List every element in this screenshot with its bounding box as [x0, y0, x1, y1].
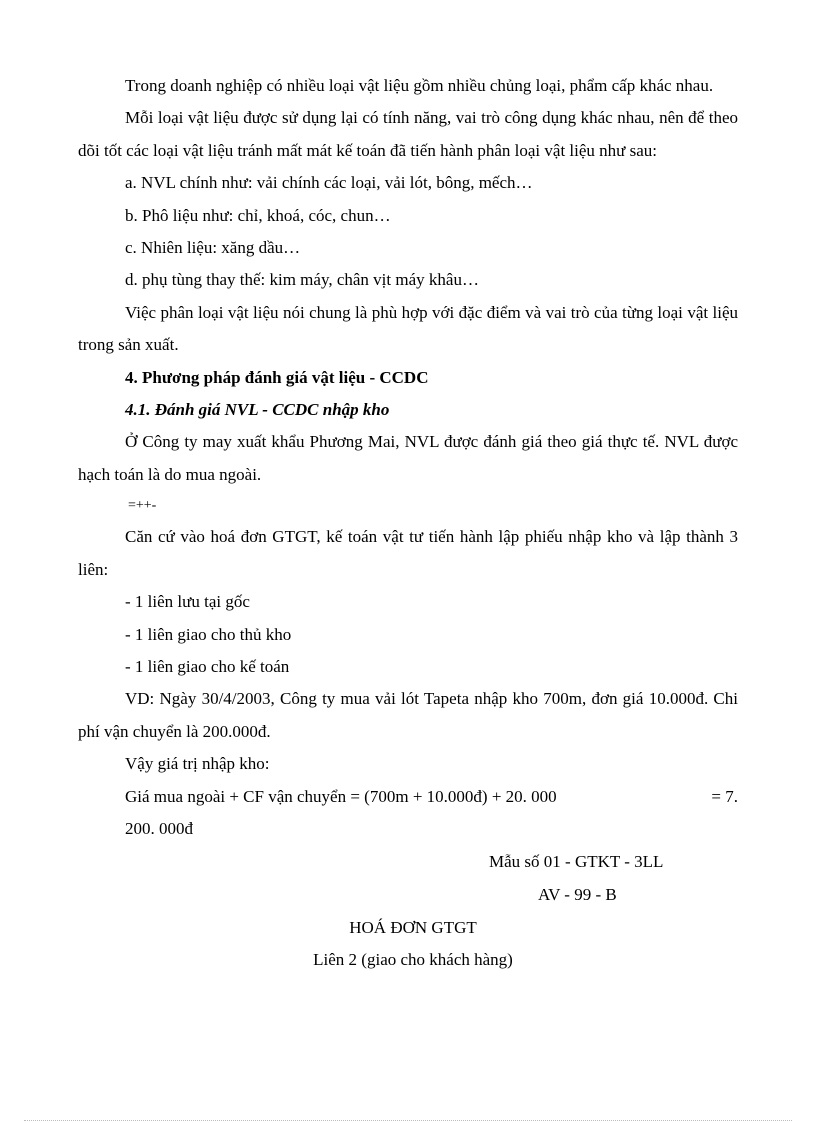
paragraph-summary: Việc phân loại vật liệu nói chung là phù hợp với đặc điểm và vai trò của từng loại vật liệu trong sản xuất.	[78, 302, 738, 355]
list-item-lien-1: - 1 liên lưu tại gốc	[125, 592, 250, 612]
list-item-d: d. phụ tùng thay thế: kim máy, chân vịt máy khâu…	[125, 270, 479, 290]
invoice-title: HOÁ ĐƠN GTGT	[349, 917, 477, 937]
paragraph-invoice-basis: Căn cứ vào hoá đơn GTGT, kế toán vật tư tiến hành lập phiếu nhập kho và lập thành 3 liên:	[78, 527, 738, 579]
formula-left: Giá mua ngoài + CF vận chuyển = (700m + 10.000đ) + 20. 000	[125, 786, 557, 806]
paragraph-example: VD: Ngày 30/4/2003, Công ty mua vải lót Tapeta nhập kho 700m, đơn giá 10.000đ. Chi phí vận chuyển là 200.000đ.	[78, 689, 738, 741]
section-heading-4-1: 4.1. Đánh giá NVL - CCDC nhập kho	[125, 400, 390, 420]
list-item-lien-2: - 1 liên giao cho thủ kho	[125, 624, 292, 644]
list-item-c: c. Nhiên liệu: xăng dầu…	[125, 238, 301, 258]
form-series: AV - 99 - B	[538, 885, 617, 905]
paragraph-value-label: Vậy giá trị nhập kho:	[125, 754, 270, 774]
page-bottom-divider	[24, 1120, 792, 1121]
section-heading-4: 4. Phương pháp đánh giá vật liệu - CCDC	[125, 367, 429, 387]
paragraph-classification: Mỗi loại vật liệu được sử dụng lại có tính năng, vai trò công dụng khác nhau, nên để theo dõi tốt các loại vật liệu tránh mất mát kế toán đã tiến hành phân loại vật liệu như sau:	[78, 108, 738, 160]
formula-continuation: 200. 000đ	[125, 818, 193, 838]
paragraph-company: Ở Công ty may xuất khẩu Phương Mai, NVL được đánh giá theo giá thực tế. NVL được hạch toán là do mua ngoài.	[78, 432, 738, 484]
formula-right: = 7.	[711, 786, 738, 806]
document-page	[78, 70, 738, 977]
paragraph-intro: Trong doanh nghiệp có nhiều loại vật liệu gồm nhiều chủng loại, phẩm cấp khác nhau.	[125, 76, 714, 95]
formula-line	[125, 781, 738, 813]
invoice-subtitle: Liên 2 (giao cho khách hàng)	[313, 950, 513, 970]
form-number: Mẫu số 01 - GTKT - 3LL	[489, 852, 664, 872]
list-item-a: a. NVL chính như: vải chính các loại, vải lót, bông, mếch…	[125, 173, 533, 193]
list-item-b: b. Phô liệu như: chỉ, khoá, cóc, chun…	[125, 205, 391, 225]
separator-mark: =++-	[128, 498, 157, 514]
list-item-lien-3: - 1 liên giao cho kế toán	[125, 656, 290, 676]
